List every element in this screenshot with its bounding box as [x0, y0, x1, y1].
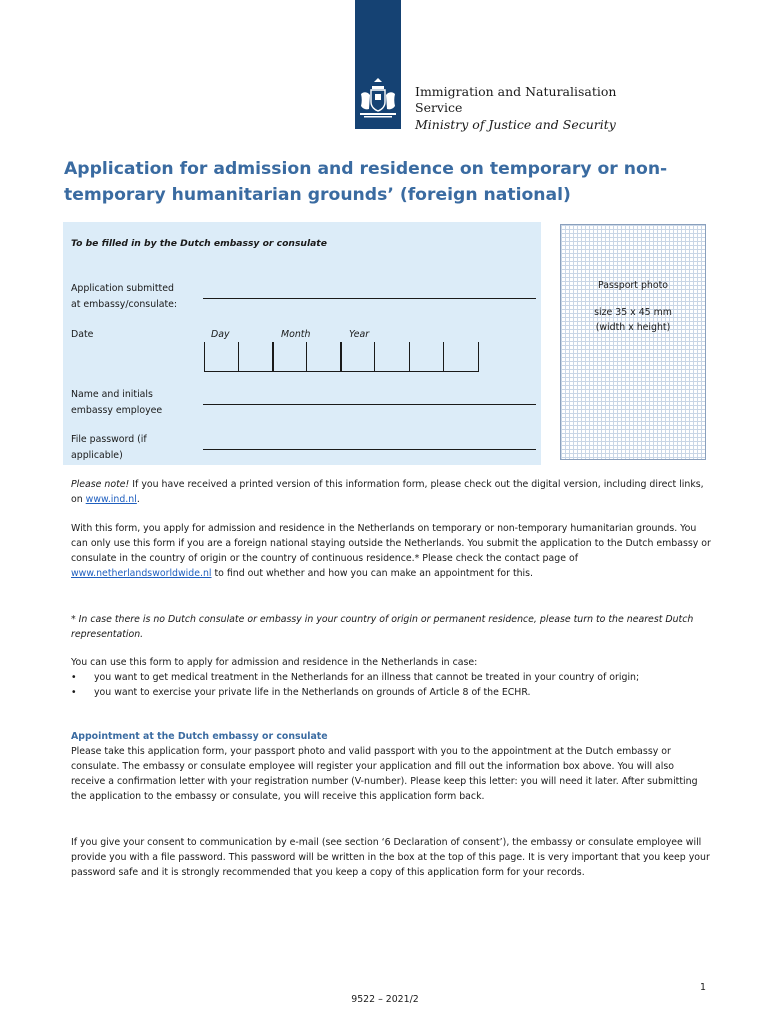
list-item: [71, 670, 711, 685]
date-tick: [409, 342, 410, 372]
date-label: Date: [71, 329, 94, 340]
employee-name-label-line-1: Name and initials: [71, 389, 153, 400]
employee-name-field[interactable]: [203, 404, 536, 405]
passport-photo-box[interactable]: [560, 224, 706, 460]
submitted-label-line-1: Application submitted: [71, 283, 174, 294]
bullet-icon: •: [71, 687, 77, 698]
page-title: Application for admission and residence on temporary or non-temporary humanitarian grounds’ (foreign national): [64, 159, 668, 205]
list-item-text: you want to get medical treatment in the Netherlands for an illness that cannot be treated in your country of origin;: [94, 672, 640, 683]
bullet-icon: •: [71, 672, 77, 683]
date-tick: [272, 342, 274, 372]
consent-text: If you give your consent to communication by e-mail (see section ‘6 Declaration of consent’), the embassy or consulate employee will provide you with a file password. This password will be written in the box at the top of this page. It is very important that you keep your password safe and it is strongly recommended that you keep a copy of this application form for your records.: [71, 837, 710, 878]
year-label: Year: [349, 329, 370, 340]
submitted-label: [71, 281, 177, 312]
file-password-field[interactable]: [203, 449, 536, 450]
netherlandsworldwide-link[interactable]: www.netherlandsworldwide.nl: [71, 568, 212, 579]
file-password-label: [71, 432, 147, 463]
ministry-name: Ministry of Justice and Security: [415, 117, 616, 132]
photo-dimensions: (width x height): [595, 322, 671, 333]
appointment-section: [71, 729, 711, 804]
intro-paragraph: [71, 521, 711, 581]
employee-name-label-line-2: embassy employee: [71, 404, 163, 416]
date-tick: [204, 342, 205, 372]
submitted-label-line-2: at embassy/consulate:: [71, 298, 178, 310]
photo-size: size 35 x 45 mm: [594, 307, 672, 318]
footnote-text: * In case there is no Dutch consulate or embassy in your country of origin or permanent residence, please turn to the nearest Dutch representation.: [71, 614, 694, 640]
appointment-text: Please take this application form, your passport photo and valid passport with you to the appointment at the Dutch embassy or consulate. The embassy or consulate employee will register your application and fill out the information box above. You will also receive a confirmation letter with your registration number (V-number). Please keep this letter: you will need it later. After submitting the application to the embassy or consulate, you will receive this application form back.: [71, 746, 698, 802]
coat-of-arms-icon: [355, 0, 401, 129]
note-lead: Please note!: [71, 479, 130, 490]
intro-text-2: to find out whether and how you can make an appointment for this.: [211, 568, 534, 579]
day-label: Day: [211, 329, 230, 340]
appointment-heading: Appointment at the Dutch embassy or consulate: [71, 731, 328, 742]
note-text: If you have received a printed version of this information form, please check out the digital version, including direct links, on: [71, 479, 704, 505]
use-cases-intro: You can use this form to apply for admission and residence in the Netherlands in case:: [71, 657, 478, 668]
note-paragraph: [71, 477, 711, 507]
date-tick: [306, 342, 307, 372]
month-label: Month: [281, 329, 311, 340]
submitted-field[interactable]: [203, 298, 536, 299]
employee-name-label: [71, 387, 162, 418]
list-item-text: you want to exercise your private life in the Netherlands on grounds of Article 8 of the ECHR.: [94, 687, 531, 698]
organization-name: [415, 84, 616, 133]
org-line-2: Service: [415, 100, 463, 115]
date-tick: [374, 342, 375, 372]
file-password-label-line-1: File password (if: [71, 434, 147, 445]
embassy-box-heading: To be filled in by the Dutch embassy or consulate: [71, 238, 327, 249]
logo-bar: [355, 0, 401, 129]
date-tick: [340, 342, 342, 372]
use-cases: [71, 655, 711, 700]
date-tick: [238, 342, 239, 372]
ind-link[interactable]: www.ind.nl: [85, 494, 137, 505]
date-field[interactable]: [204, 342, 479, 373]
form-code: 9522 – 2021/2: [351, 994, 419, 1005]
page-number: 1: [700, 982, 706, 993]
intro-text-1: With this form, you apply for admission and residence in the Netherlands on temporary or non-temporary humanitarian grounds. You can only use this form if you are a foreign national staying outside the Netherlands. You submit the application to the Dutch embassy or consulate in the country of origin or the country of continuous residence.* Please check the contact page of: [71, 523, 711, 564]
consent-paragraph: [71, 835, 711, 880]
note-end: .: [136, 494, 140, 505]
date-tick: [478, 342, 479, 372]
footnote: [71, 612, 711, 642]
file-password-label-line-2: applicable): [71, 449, 123, 461]
list-item: [71, 685, 711, 700]
date-tick: [443, 342, 444, 372]
photo-caption: Passport photo: [598, 280, 668, 291]
org-line-1: Immigration and Naturalisation: [415, 84, 617, 99]
